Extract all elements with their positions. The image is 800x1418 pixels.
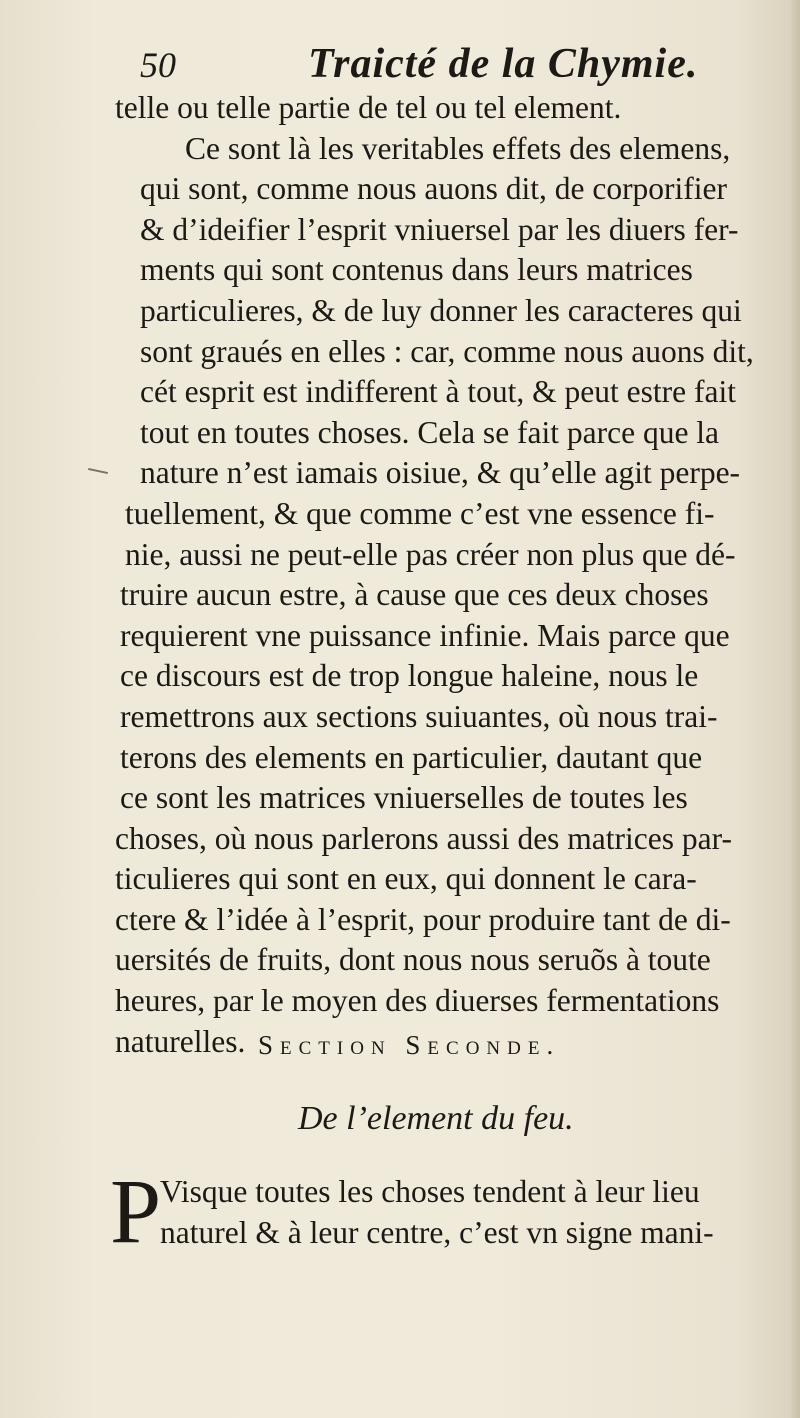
text-line: cét esprit est indifferent à tout, & peut estre fait <box>140 374 736 410</box>
text-line: remettrons aux sections suiuantes, où nous trai- <box>120 698 718 734</box>
text-line: particulieres, & de luy donner les caracteres qui <box>140 292 742 328</box>
text-line: Ce sont là les veritables effets des elemens, <box>185 130 731 166</box>
margin-mark <box>88 468 108 474</box>
drop-cap: P <box>110 1160 162 1262</box>
text-line: ce discours est de trop longue haleine, nous le <box>120 658 699 694</box>
text-line: uersités de fruits, dont nous nous seruõs à toute <box>115 942 711 978</box>
text-line: naturel & à leur centre, c’est vn signe mani- <box>160 1214 714 1250</box>
text-line: naturelles. <box>115 1023 246 1059</box>
text-line: qui sont, comme nous auons dit, de corporifier <box>140 171 728 207</box>
text-line: sont graués en elles : car, comme nous auons dit, <box>140 333 754 369</box>
text-line: Visque toutes les choses tendent à leur lieu <box>160 1174 700 1209</box>
text-line: ce sont les matrices vniuerselles de toutes les <box>120 780 688 816</box>
text-line: tuellement, & que comme c’est vne essence fi- <box>125 495 715 531</box>
text-line: terons des elements en particulier, dautant que <box>120 739 703 775</box>
text-line: ticulieres qui sont en eux, qui donnent le cara- <box>115 861 697 897</box>
body-text <box>115 88 795 1062</box>
text-line: requierent vne puissance infinie. Mais parce que <box>120 617 730 653</box>
text-line: truire aucun estre, à cause que ces deux choses <box>120 577 709 613</box>
text-line: choses, où nous parlerons aussi des matrices par- <box>115 820 732 856</box>
text-line: telle ou telle partie de tel ou tel element. <box>115 90 622 125</box>
section-heading: Section Seconde. <box>258 1030 561 1060</box>
new-paragraph <box>160 1172 714 1253</box>
text-line: nature n’est iamais oisiue, & qu’elle agit perpe- <box>140 455 741 491</box>
text-line: ctere & l’idée à l’esprit, pour produire tant de di- <box>115 901 731 937</box>
text-line: ments qui sont contenus dans leurs matrices <box>140 252 693 288</box>
section-subtitle: De l’element du feu. <box>298 1100 574 1137</box>
page-number: 50 <box>140 45 176 85</box>
running-title: Traicté de la Chymie. <box>308 41 699 87</box>
text-line: tout en toutes choses. Cela se fait parce que la <box>140 414 720 450</box>
text-line: heures, par le moyen des diuerses fermentations <box>115 983 720 1019</box>
page-header <box>140 40 700 90</box>
text-line: nie, aussi ne peut-elle pas créer non plus que dé- <box>125 536 736 572</box>
text-line: & d’ideifier l’esprit vniuersel par les diuers fer- <box>140 211 739 247</box>
